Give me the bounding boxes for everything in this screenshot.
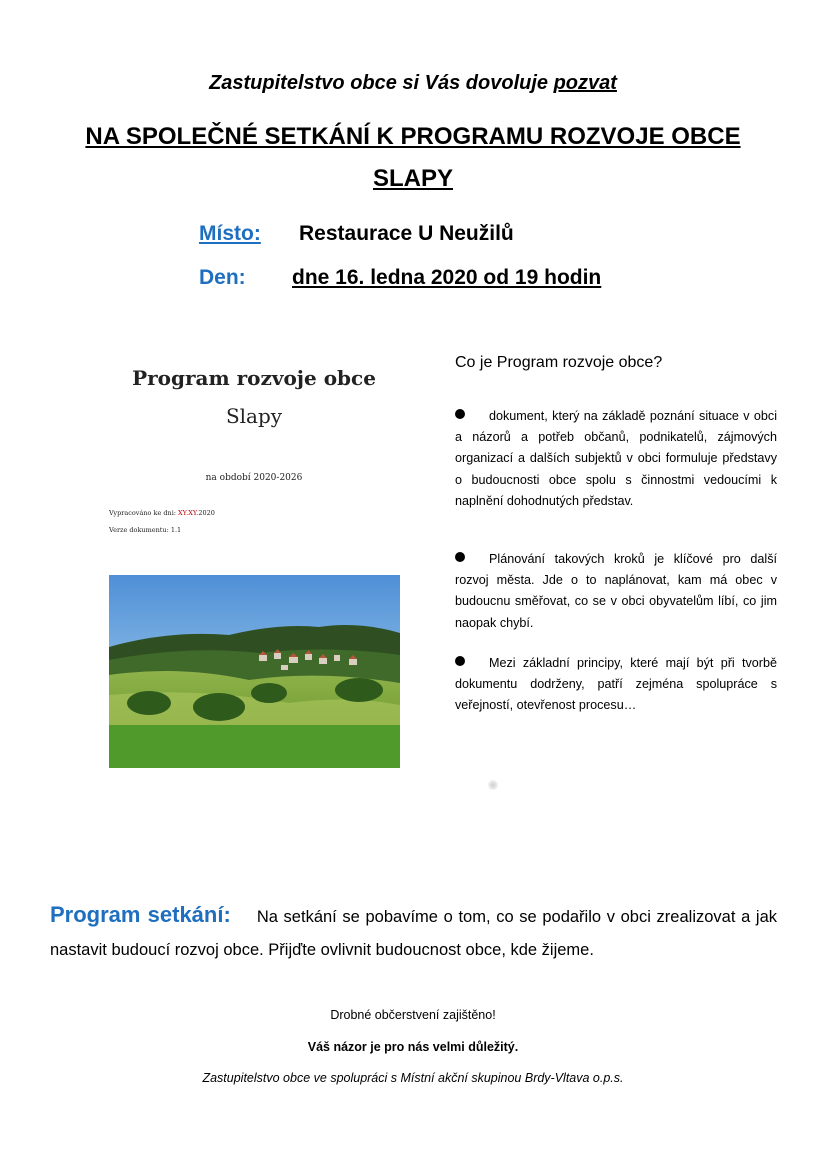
info-bullet (455, 406, 777, 512)
info-bullet-text: Plánování takových kroků je klíčové pro další rozvoj města. Jde o to naplánovat, kam má obec v budoucnu směřovat, co se v obci obyvatelům líbí, co jim naopak chybí. (455, 552, 777, 630)
cover-prepared-label: Vypracováno ke dni: (109, 509, 179, 517)
info-bullet (455, 549, 777, 634)
bullet-dot-icon (455, 409, 465, 419)
cover-prepared-year: 2020 (198, 509, 215, 517)
bullet-dot-icon (455, 656, 465, 666)
day-label: Den: (199, 266, 246, 289)
village-landscape-photo (109, 575, 400, 768)
day-value: dne 16. ledna 2020 od 19 hodin (292, 266, 602, 289)
info-bullet-text: dokument, který na základě poznání situace v obci a názorů a potřeb občanů, podnikatelů, zájmových organizací a dalších subjektů v obci formuluje představy o budoucnosti obce spolu s činnostmi vedoucími k naplnění dohodnutých představ. (455, 409, 777, 508)
footer-opinion: Váš názor je pro nás velmi důležitý. (307, 1040, 519, 1054)
footer-organizer: Zastupitelstvo obce ve spolupráci s Místní akční skupinou Brdy-Vltava o.p.s. (202, 1071, 624, 1085)
cover-title: Program rozvoje obce (132, 366, 376, 390)
cover-subtitle: Slapy (225, 404, 283, 428)
cover-version: Verze dokumentu: 1.1 (109, 526, 182, 534)
faint-dot-mark (488, 780, 498, 790)
cover-prepared (109, 509, 215, 517)
invitation-intro (0, 72, 826, 95)
main-title-line1: NA SPOLEČNÉ SETKÁNÍ K PROGRAMU ROZVOJE OBCE (85, 123, 741, 150)
info-question: Co je Program rozvoje obce? (455, 354, 663, 371)
main-title-line2: SLAPY (372, 165, 453, 192)
footer-refreshments: Drobné občerstvení zajištěno! (330, 1008, 496, 1022)
place-value: Restaurace U Neužilů (299, 222, 514, 245)
info-bullet-text: Mezi základní principy, které mají být při tvorbě dokumentu dodrženy, patří zejména spolupráce s veřejností, otevřenost procesu… (455, 656, 777, 713)
cover-period: na období 2020-2026 (205, 473, 303, 483)
place-label: Místo: (199, 222, 261, 245)
cover-prepared-placeholder: XY.XY. (178, 509, 199, 517)
intro-underlined: pozvat (553, 72, 617, 94)
info-bullet (455, 653, 777, 717)
program-text: Na setkání se pobavíme o tom, co se podařilo v obci zrealizovat a jak nastavit budoucí rozvoj obce. Přijďte ovlivnit budoucnost obce, kde žijeme. (50, 908, 777, 959)
program-paragraph (50, 898, 777, 967)
program-label: Program setkání: (50, 902, 231, 927)
intro-text: Zastupitelstvo obce si Vás dovoluje (209, 72, 554, 94)
bullet-dot-icon (455, 552, 465, 562)
